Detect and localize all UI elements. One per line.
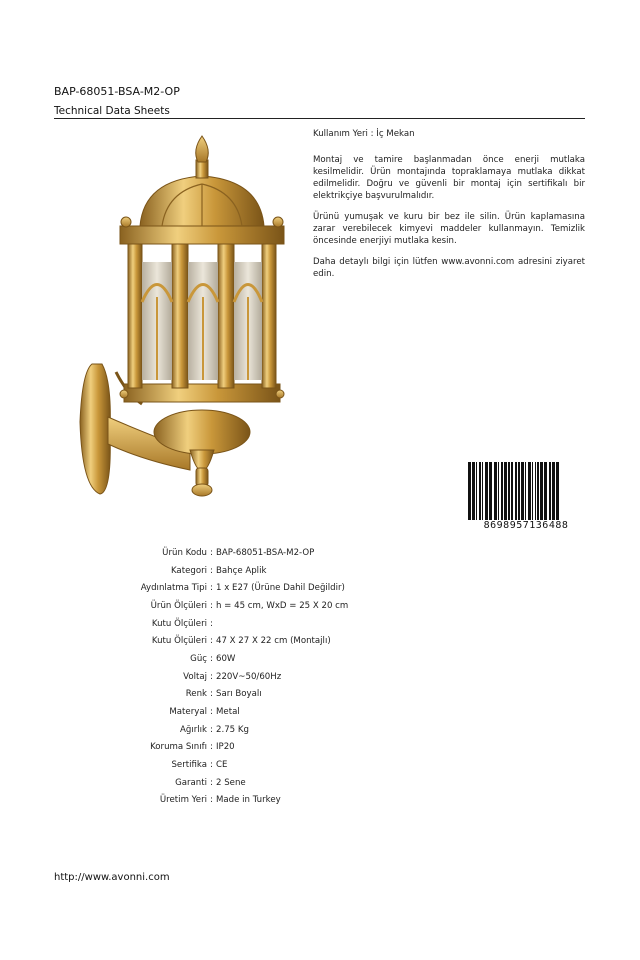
usage-location: Kullanım Yeri : İç Mekan (313, 129, 415, 139)
barcode-bar (494, 462, 497, 520)
barcode-bar (518, 462, 520, 520)
info-text-block (313, 128, 585, 289)
spec-key: Ağırlık (179, 724, 207, 735)
spec-key: Kutu Ölçüleri (151, 636, 207, 647)
spec-key: Materyal (169, 707, 207, 718)
spec-value: h = 45 cm, WxD = 25 X 20 cm (216, 600, 349, 611)
spec-key: Üretim Yeri (159, 795, 207, 806)
spec-value: 2.75 Kg (216, 724, 249, 735)
spec-key: Ürün Ölçüleri (150, 600, 207, 611)
spec-value: 47 X 27 X 22 cm (Montajlı) (216, 636, 331, 647)
spec-key: Koruma Sınıfı (150, 742, 207, 753)
barcode-bar (532, 462, 533, 520)
spec-separator: : (210, 547, 213, 558)
spec-value: 220V~50/60Hz (216, 671, 282, 682)
spec-row (60, 686, 480, 704)
barcode-bar (556, 462, 559, 520)
barcode-bar (544, 462, 547, 520)
barcode-bar (468, 462, 471, 520)
cleaning-paragraph: Ürünü yumuşak ve kuru bir bez ile silin. Ürün kaplamasına zarar verebilecek kimyevi maddeler kullanmayın. Temizlik öncesinde enerjiyi mutlaka kesin. (313, 212, 585, 246)
barcode-bar (535, 462, 536, 520)
barcode-bar (485, 462, 488, 520)
barcode-bar (515, 462, 517, 520)
barcode-bar (498, 462, 499, 520)
spec-separator: : (210, 742, 213, 753)
spec-row (60, 739, 480, 757)
spec-row (60, 615, 480, 633)
spec-separator: : (210, 724, 213, 735)
header-divider (54, 118, 585, 119)
barcode-bar (472, 462, 475, 520)
spec-row (60, 632, 480, 650)
spec-key: Aydınlatma Tipi (140, 583, 207, 594)
spec-value: Made in Turkey (216, 795, 281, 806)
barcode-bar (508, 462, 510, 520)
barcode-bar (504, 462, 507, 520)
spec-value: Bahçe Aplik (216, 565, 267, 576)
barcode-bar (540, 462, 543, 520)
spec-row (60, 544, 480, 562)
spec-value: Metal (216, 707, 240, 718)
spec-key: Güç (190, 653, 207, 664)
spec-key: Kategori (170, 565, 207, 576)
barcode-bar (525, 462, 526, 520)
spec-value: Sarı Boyalı (216, 689, 262, 700)
spec-separator: : (210, 636, 213, 647)
spec-row (60, 597, 480, 615)
spec-separator: : (210, 618, 213, 629)
spec-value: 2 Sene (216, 777, 246, 788)
spec-row (60, 792, 480, 810)
barcode-bar (511, 462, 513, 520)
barcode-icon (467, 462, 585, 534)
spec-separator: : (210, 795, 213, 806)
spec-row (60, 562, 480, 580)
spec-key: Kutu Ölçüleri (151, 618, 207, 629)
spec-separator: : (210, 671, 213, 682)
spec-value: 60W (216, 653, 236, 664)
spec-value: CE (216, 760, 228, 771)
spec-separator: : (210, 653, 213, 664)
spec-key: Renk (185, 689, 207, 700)
spec-key: Ürün Kodu (162, 547, 207, 558)
barcode-number: 8698957136488 (467, 520, 585, 531)
barcode-bar (549, 462, 551, 520)
barcode-bar (537, 462, 539, 520)
barcode-bar (479, 462, 481, 520)
safety-paragraph: Montaj ve tamire başlanmadan önce enerji mutlaka kesilmelidir. Ürün montajında topraklamaya mutlaka dikkat edilmelidir. Doğru ve güvenli bir montaj için sertifikalı bir elektrikçiye başvurulmalıdır. (313, 155, 585, 201)
barcode-bar (501, 462, 503, 520)
spec-separator: : (210, 583, 213, 594)
spec-row (60, 650, 480, 668)
wall-lantern-icon (72, 132, 292, 504)
spec-separator: : (210, 777, 213, 788)
spec-value: 1 x E27 (Ürüne Dahil Değildir) (216, 583, 345, 594)
website-paragraph: Daha detaylı bilgi için lütfen www.avonni.com adresini ziyaret edin. (313, 257, 585, 279)
header-product-code: BAP-68051-BSA-M2-OP (54, 85, 180, 98)
spec-separator: : (210, 707, 213, 718)
spec-value: IP20 (216, 742, 235, 753)
document-header (54, 84, 585, 119)
spec-separator: : (210, 689, 213, 700)
spec-row (60, 703, 480, 721)
spec-key: Sertifika (171, 760, 207, 771)
spec-table (60, 544, 480, 809)
spec-value: BAP-68051-BSA-M2-OP (216, 547, 315, 558)
footer-url: http://www.avonni.com (54, 872, 170, 883)
header-subtitle: Technical Data Sheets (54, 105, 170, 117)
spec-row (60, 721, 480, 739)
spec-row (60, 668, 480, 686)
spec-separator: : (210, 600, 213, 611)
barcode-bar (482, 462, 483, 520)
barcode-bar (552, 462, 555, 520)
spec-key: Voltaj (183, 671, 207, 682)
spec-separator: : (210, 760, 213, 771)
barcode-bar (521, 462, 524, 520)
spec-separator: : (210, 565, 213, 576)
barcode-bar (489, 462, 492, 520)
spec-key: Garanti (175, 777, 207, 788)
barcode-bar (476, 462, 477, 520)
barcode-bar (528, 462, 531, 520)
spec-row (60, 756, 480, 774)
spec-row (60, 579, 480, 597)
spec-row (60, 774, 480, 792)
